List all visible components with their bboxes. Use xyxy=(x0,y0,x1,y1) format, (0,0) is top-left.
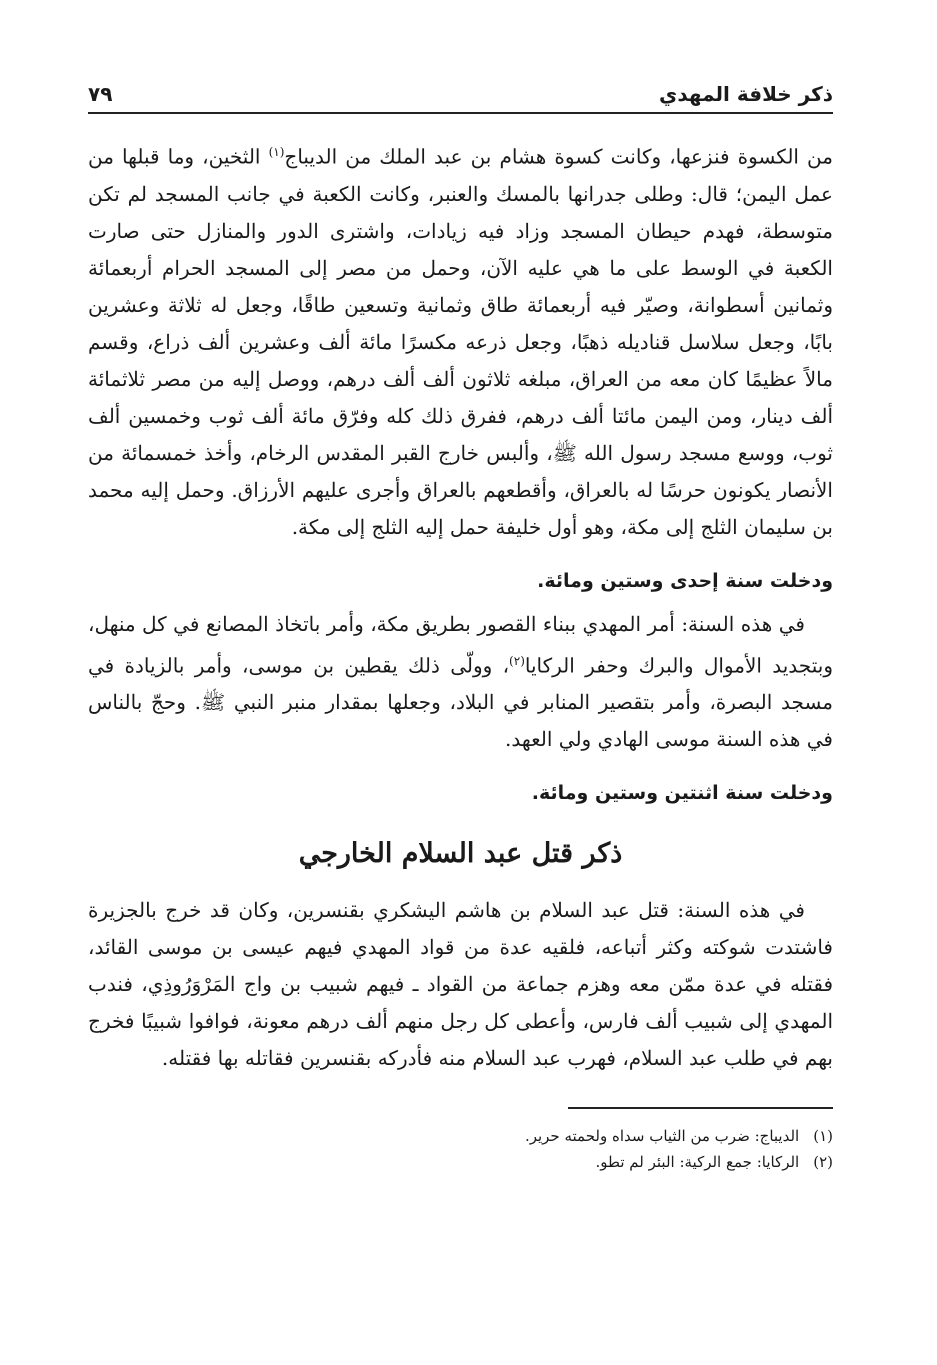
footnote-text: الركايا: جمع الركية: البئر لم تطو. xyxy=(595,1153,800,1172)
footnotes xyxy=(88,1123,833,1175)
footnote-number: (٢) xyxy=(813,1153,833,1172)
footnote-text: الديباج: ضرب من الثياب سداه ولحمته حرير. xyxy=(524,1127,800,1146)
footnote-rule xyxy=(568,1107,833,1109)
section-title: ذكر قتل عبد السلام الخارجي xyxy=(298,838,623,870)
page-header xyxy=(88,70,833,106)
footnote-ref-2: (٢) xyxy=(509,653,525,668)
footnote-2 xyxy=(88,1149,833,1175)
year-heading-161: ودخلت سنة إحدى وستين ومائة. xyxy=(537,569,833,592)
paragraph-text: في هذه السنة: أمر المهدي ببناء القصور بطريق مكة، وأمر باتخاذ المصانع في كل منهل، وبتجديد الأموال والبرك وحفر الركايا xyxy=(88,611,833,678)
book-page xyxy=(88,70,833,1175)
paragraph-text: من الكسوة فنزعها، وكانت كسوة هشام بن عبد الملك من الديباج xyxy=(284,144,833,169)
running-title: ذكر خلافة المهدي xyxy=(659,82,833,106)
paragraph-abd-al-salam: في هذه السنة: قتل عبد السلام بن هاشم اليشكري بقنسرين، وكان قد خرج بالجزيرة فاشتدت شوكته وكثر أتباعه، فلقيه عدة من قواد المهدي فيهم عيسى بن موسى القائد، فقتله في عدة ممّن معه وهزم جماعة من القواد ـ فيهم شبيب بن واج المَرْوَرُوذِي، فندب المهدي إلى شبيب ألف فارس، وأعطى كل رجل منهم ألف درهم معونة، فوافوا شبيبًا فخرج بهم في طلب عبد السلام، فهرب عبد السلام منه فأدركه بقنسرين فقاتله بها فقتله. xyxy=(88,898,833,1071)
paragraph-text: ، وولّى ذلك يقطين بن موسى، وأمر بالزيادة في مسجد البصرة، وأمر بتقصير المنابر في البلاد، وجعلها بمقدار منبر النبي ﷺ. وحجّ بالناس في هذه السنة موسى الهادي ولي العهد. xyxy=(88,653,834,752)
page-number: ٧٩ xyxy=(88,82,113,106)
paragraph-kaaba-expansion xyxy=(88,134,833,546)
paragraph-year-161 xyxy=(88,606,833,759)
paragraph-text: الثخين، وما قبلها من عمل اليمن؛ قال: وطلى جدرانها بالمسك والعنبر، وكانت الكعبة في جانب المسجد لم تكن متوسطة، فهدم حيطان المسجد وزاد فيه زيادات، واشترى الدور والمنازل حتى صارت الكعبة في الوسط على ما هي عليه الآن، وحمل من مصر إلى المسجد الحرام أربعمائة وثمانين أسطوانة، وصيّر فيه أربعمائة طاق وثمانية وتسعين طاقًا، وجعل له ثلاثة وعشرين بابًا، وجعل سلاسل قناديله ذهبًا، وجعل ذرعه مكسرًا مائة ألف وعشرين ألف ذراع، وقسم مالاً عظيمًا كان معه من العراق، مبلغه ثلاثون ألف ألف درهم، ووصل إليه من مصر ثلاثمائة ألف دينار، ومن اليمن مائتا ألف درهم، ففرق ذلك كله وفرّق مائة ألف ثوب وخمسين ألف ثوب، ووسع مسجد رسول الله ﷺ، وألبس خارج القبر المقدس الرخام، وأخذ خمسمائة من الأنصار يكونون حرسًا له بالعراق، وأقطعهم بالعراق وأجرى عليهم الأرزاق. وحمل إليه محمد بن سليمان الثلج إلى مكة، وهو أول خليفة حمل إليه الثلج إلى مكة. xyxy=(88,144,833,539)
footnote-1 xyxy=(88,1123,833,1149)
year-heading-162: ودخلت سنة اثنتين وستين ومائة. xyxy=(531,782,833,805)
footnote-ref-1: (١) xyxy=(268,145,285,159)
footnote-number: (١) xyxy=(813,1127,833,1146)
header-rule xyxy=(88,112,833,114)
